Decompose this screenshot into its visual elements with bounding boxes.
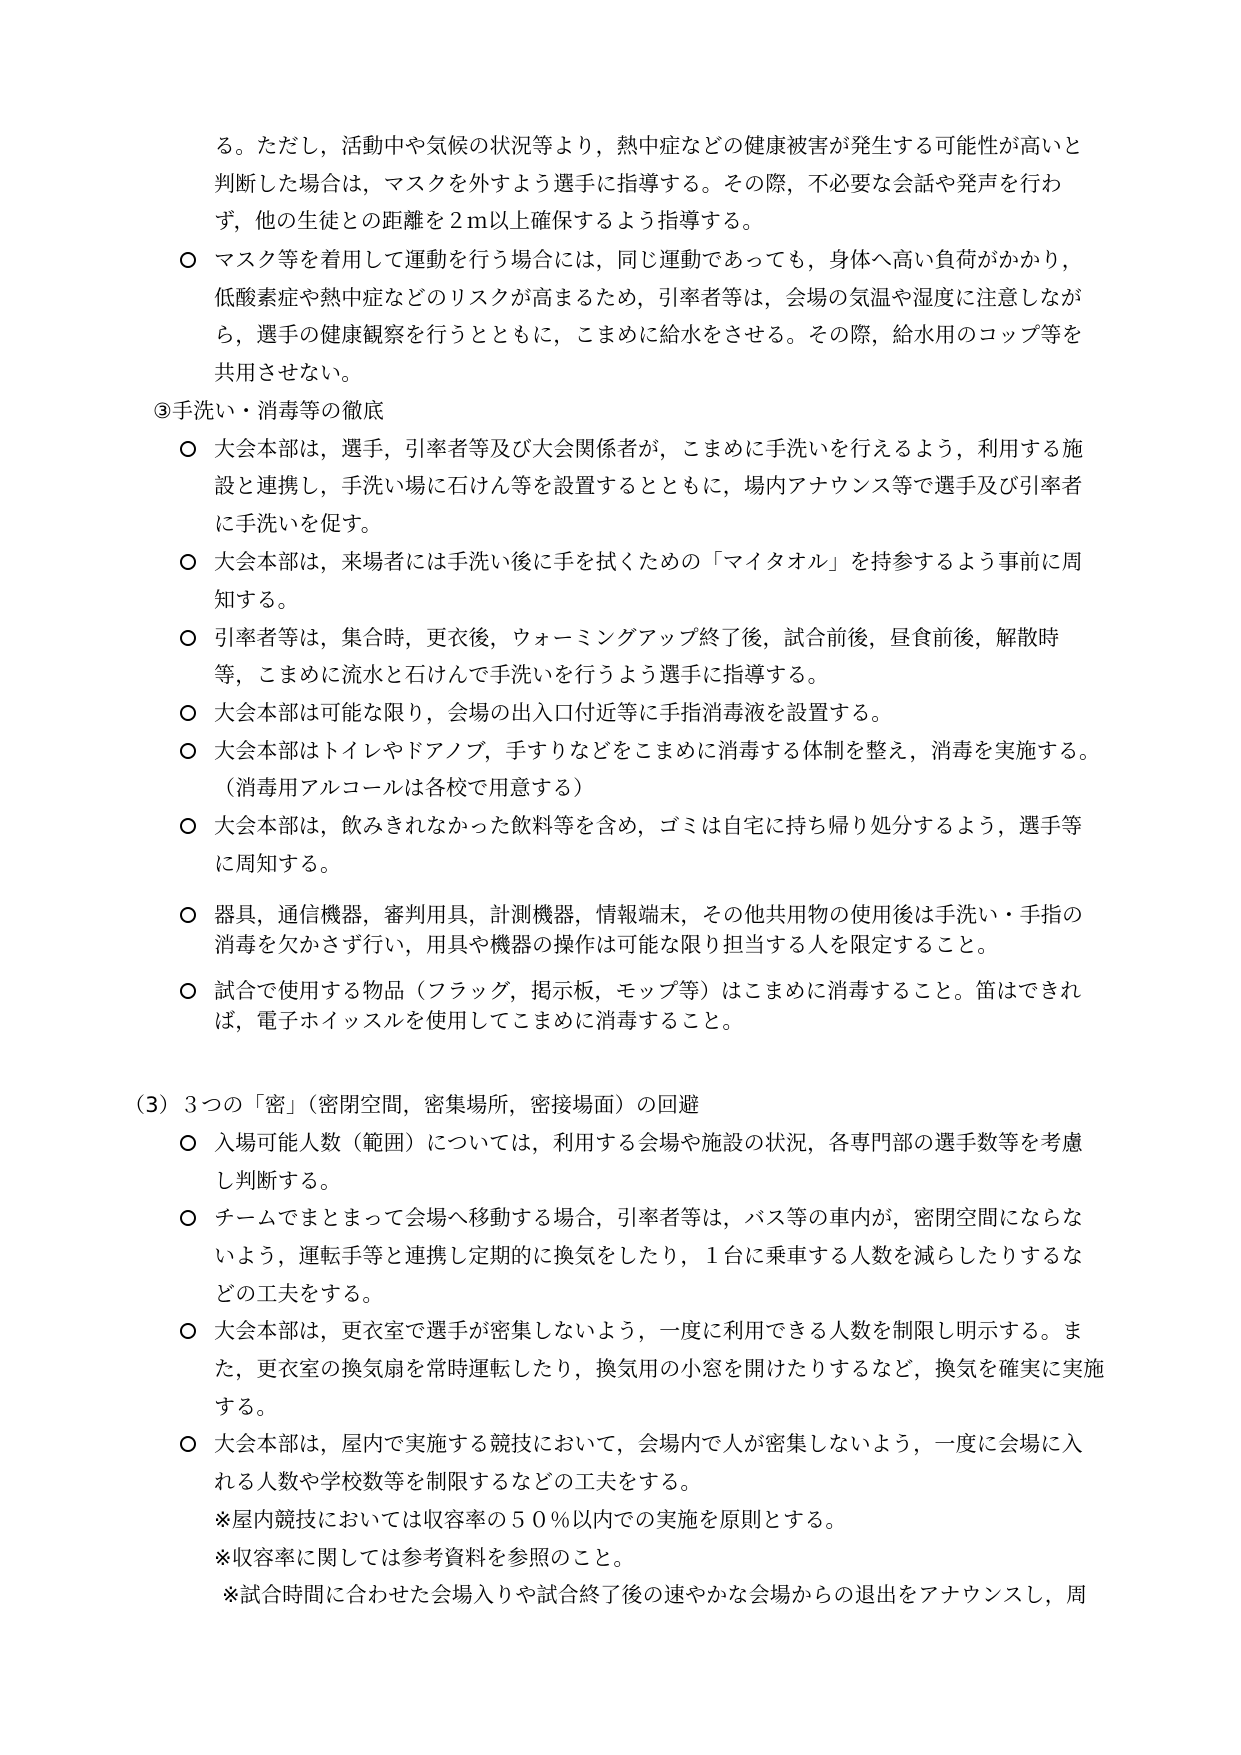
list-item-line: 大会本部は，更衣室で選手が密集しないよう，一度に利用できる人数を制限し明示する。ま xyxy=(214,1319,1084,1343)
circle-bullet-icon xyxy=(180,818,196,834)
list-item-line: 大会本部は，選手，引率者等及び大会関係者が，こまめに手洗いを行えるよう，利用する施 xyxy=(214,437,1084,461)
list-item-line: 入場可能人数（範囲）については，利用する会場や施設の状況，各専門部の選手数等を考慮 xyxy=(214,1131,1083,1155)
list-item-line: 知する。 xyxy=(214,588,299,612)
note-line: ※屋内競技においては収容率の５０％以内での実施を原則とする。 xyxy=(214,1508,847,1532)
list-item-line: し判断する。 xyxy=(214,1169,342,1193)
note-line: ※試合時間に合わせた会場入りや試合終了後の速やかな会場からの退出をアナウンスし，周 xyxy=(222,1583,1088,1607)
list-item-line: ら，選手の健康観察を行うとともに，こまめに給水をさせる。その際，給水用のコップ等を xyxy=(214,323,1083,347)
list-item-line: 等，こまめに流水と石けんで手洗いを行うよう選手に指導する。 xyxy=(214,663,829,687)
list-item-line: 消毒を欠かさず行い，用具や機器の操作は可能な限り担当する人を限定すること。 xyxy=(214,933,999,957)
paragraph-line: ず，他の生徒との距離を２ｍ以上確保するよう指導する。 xyxy=(214,209,764,233)
circle-bullet-icon xyxy=(180,1323,196,1339)
circle-bullet-icon xyxy=(180,1210,196,1226)
list-item-line: いよう，運転手等と連携し定期的に換気をしたり，１台に乗車する人数を減らしたりするな xyxy=(214,1244,1084,1268)
list-item-line: れる人数や学校数等を制限するなどの工夫をする。 xyxy=(214,1470,702,1494)
list-item-line: 大会本部は，来場者には手洗い後に手を拭くための「マイタオル」を持参するよう事前に周 xyxy=(214,550,1083,574)
list-item-line: 共用させない。 xyxy=(214,361,363,385)
list-item-line: に周知する。 xyxy=(214,852,342,876)
part-heading: （3）３つの「密」（密閉空間，密集場所，密接場面）の回避 xyxy=(124,1093,700,1117)
list-item-line: 大会本部は，飲みきれなかった飲料等を含め，ゴミは自宅に持ち帰り処分するよう，選手等 xyxy=(214,814,1083,838)
section-heading: ③手洗い・消毒等の徹底 xyxy=(153,399,385,423)
circle-bullet-icon xyxy=(180,1436,196,1452)
list-item-line: 低酸素症や熱中症などのリスクが高まるため，引率者等は，会場の気温や湿度に注意しなが xyxy=(214,286,1082,310)
list-item-line: 大会本部は，屋内で実施する競技において，会場内で人が密集しないよう，一度に会場に入 xyxy=(214,1432,1083,1456)
list-item-line: 引率者等は，集合時，更衣後，ウォーミングアップ終了後，試合前後，昼食前後，解散時 xyxy=(214,626,1060,650)
circle-bullet-icon xyxy=(180,630,196,646)
circle-bullet-icon xyxy=(180,441,196,457)
paragraph-line: る。ただし，活動中や気候の状況等より，熱中症などの健康被害が発生する可能性が高いと xyxy=(214,134,1084,158)
list-item-line: する。 xyxy=(214,1395,278,1419)
circle-bullet-icon xyxy=(180,1135,196,1151)
list-item-line: に手洗いを促す。 xyxy=(214,512,382,536)
list-item-line: 試合で使用する物品（フラッグ，掲示板，モップ等）はこまめに消毒すること。笛はできれ xyxy=(214,979,1082,1003)
circle-bullet-icon xyxy=(180,907,196,923)
note-line: ※収容率に関しては参考資料を参照のこと。 xyxy=(214,1546,635,1570)
list-item-line: マスク等を着用して運動を行う場合には，同じ運動であっても，身体へ高い負荷がかかり， xyxy=(214,248,1083,272)
circle-bullet-icon xyxy=(180,743,196,759)
circle-bullet-icon xyxy=(180,983,196,999)
list-item-line: どの工夫をする。 xyxy=(214,1282,384,1306)
list-item-line: 設と連携し，手洗い場に石けん等を設置するとともに，場内アナウンス等で選手及び引率者 xyxy=(214,474,1083,498)
list-item-line: チームでまとまって会場へ移動する場合，引率者等は，バス等の車内が，密閉空間にならな xyxy=(214,1206,1084,1230)
list-item-line: た，更衣室の換気扇を常時運転したり，換気用の小窓を開けたりするなど，換気を確実に実施 xyxy=(214,1357,1105,1381)
circle-bullet-icon xyxy=(180,554,196,570)
paragraph-line: 判断した場合は，マスクを外すよう選手に指導する。その際，不必要な会話や発声を行わ xyxy=(214,172,1062,196)
list-item-line: ば，電子ホイッスルを使用してこまめに消毒すること。 xyxy=(214,1009,744,1033)
list-item-line: 器具，通信機器，審判用具，計測機器，情報端末，その他共用物の使用後は手洗い・手指の xyxy=(214,903,1084,927)
list-item-line: 大会本部はトイレやドアノブ，手すりなどをこまめに消毒する体制を整え，消毒を実施する。 xyxy=(214,739,1101,763)
list-item-line: （消毒用アルコールは各校で用意する） xyxy=(214,776,595,800)
circle-bullet-icon xyxy=(180,705,196,721)
circle-bullet-icon xyxy=(180,252,196,268)
list-item-line: 大会本部は可能な限り，会場の出入口付近等に手指消毒液を設置する。 xyxy=(214,701,893,725)
